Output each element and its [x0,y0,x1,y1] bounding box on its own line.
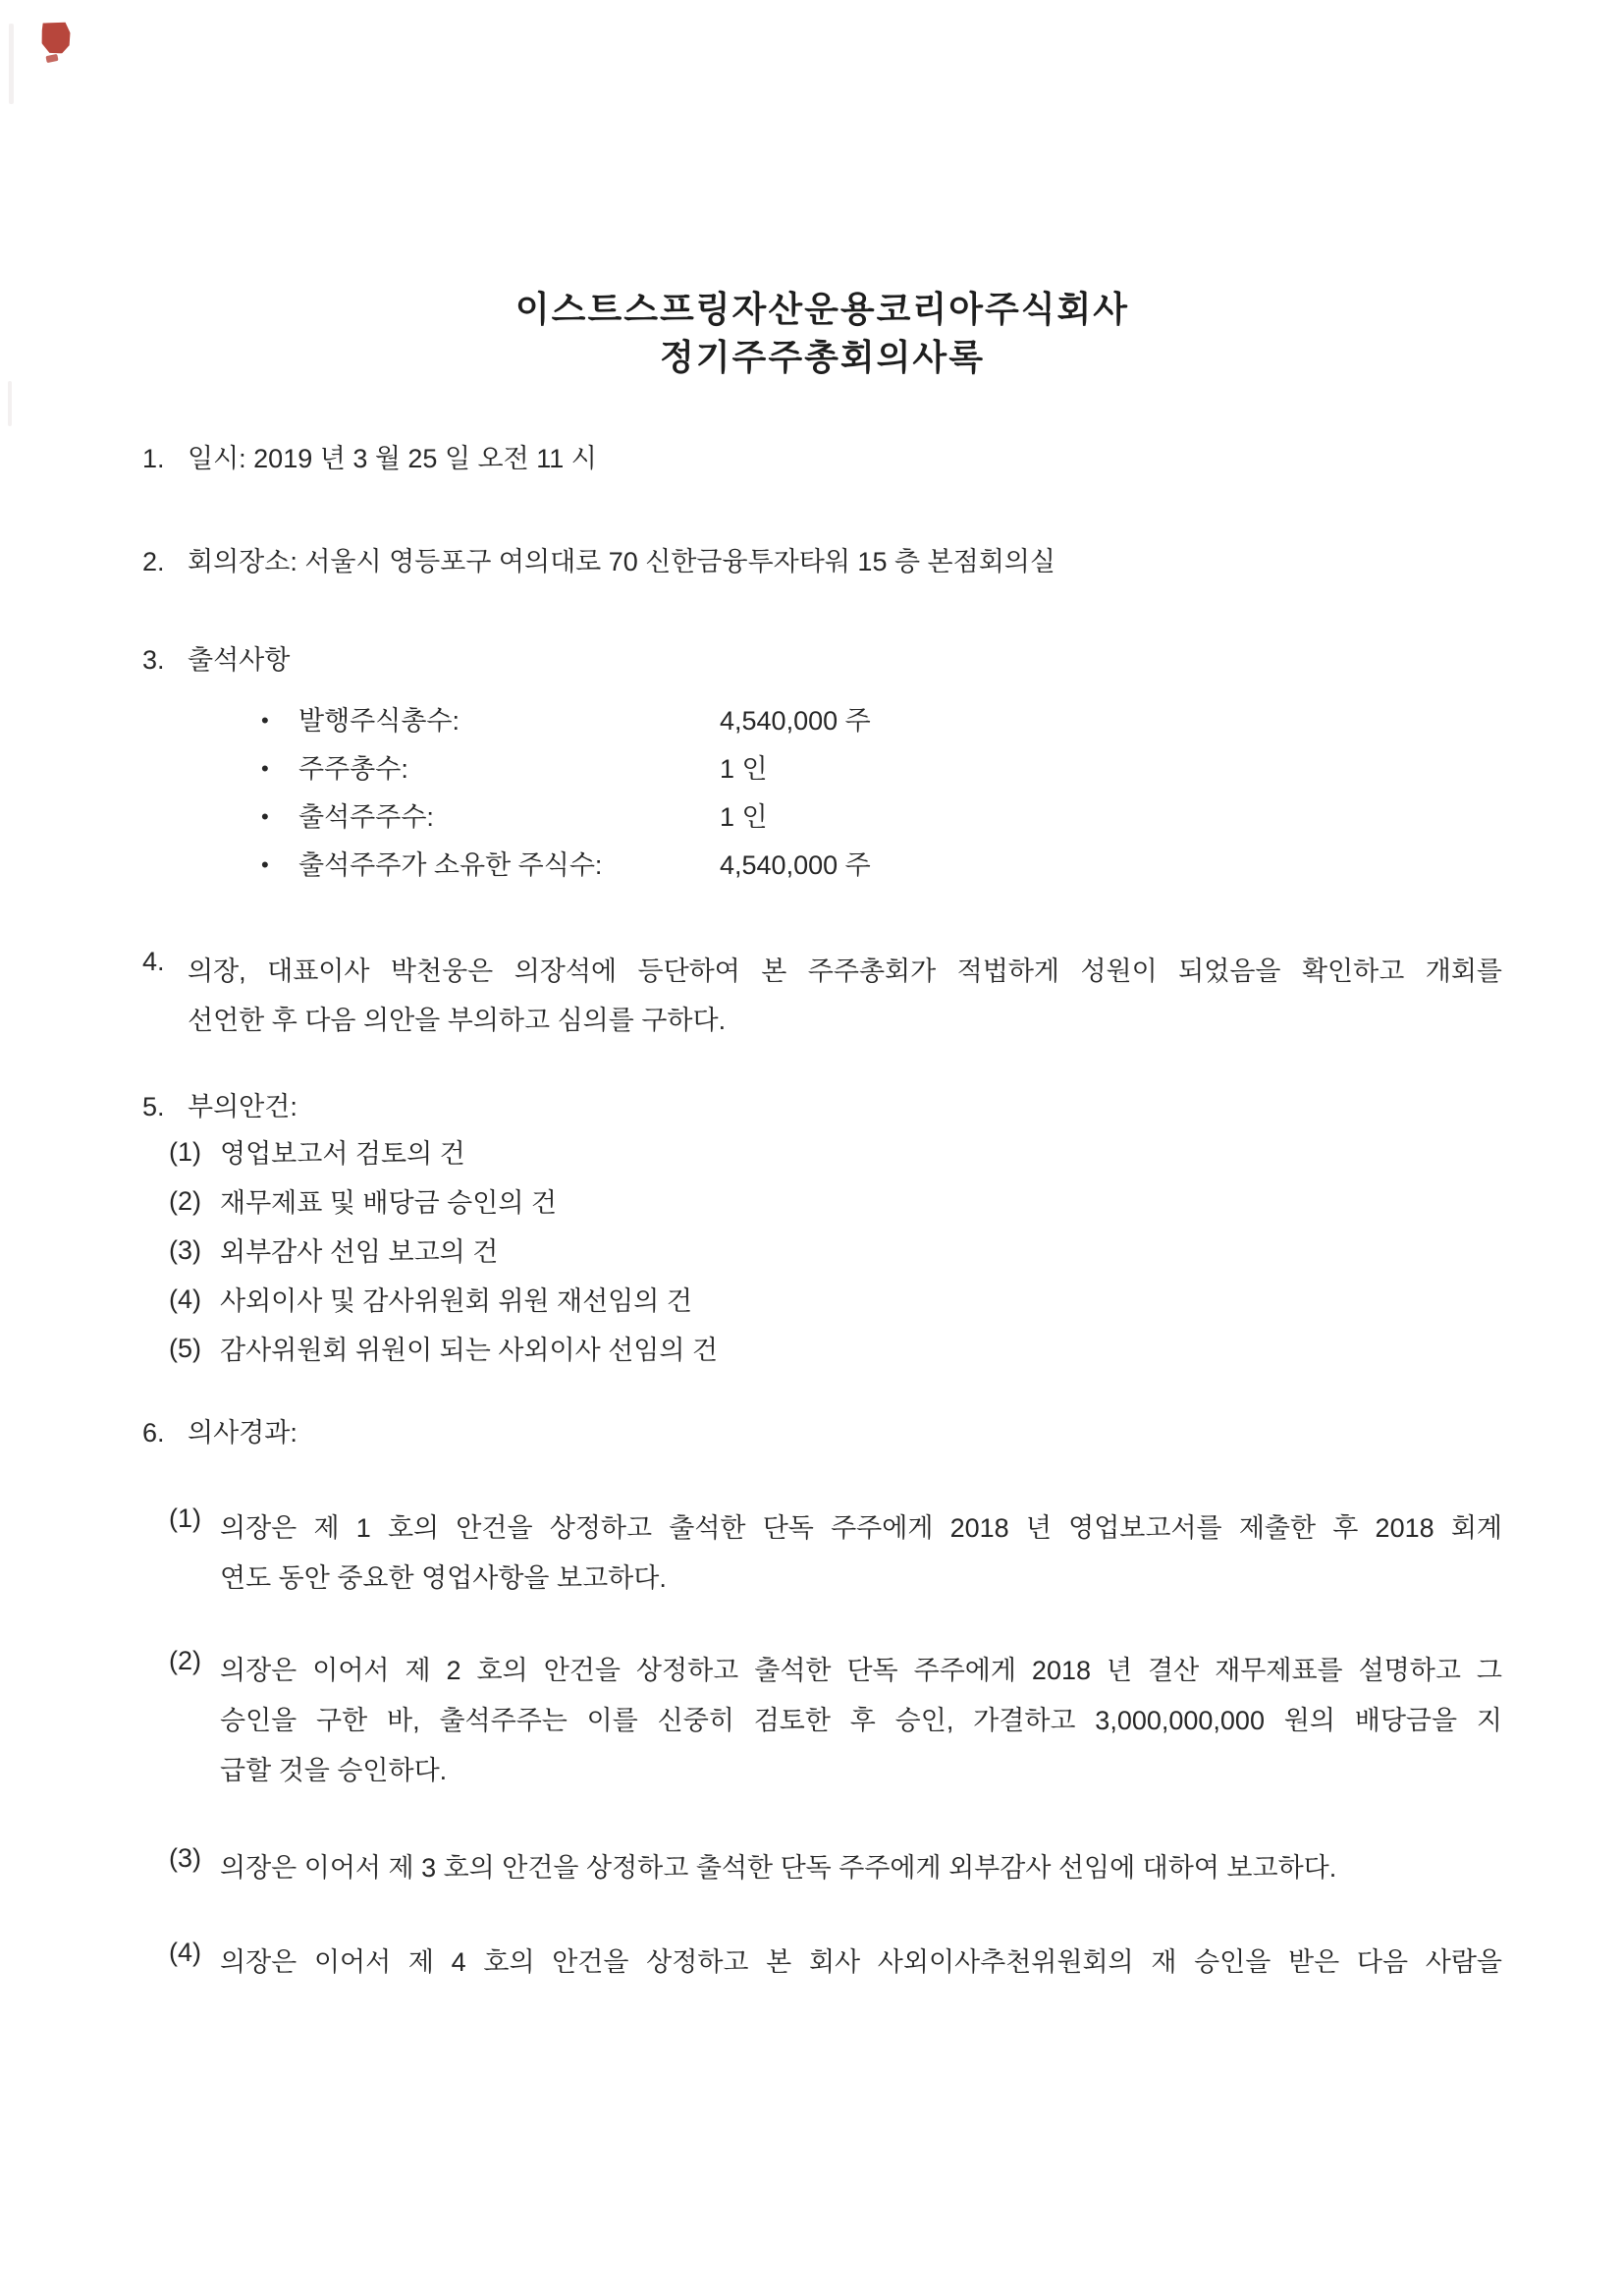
agenda-item-text: 감사위원회 위원이 되는 사외이사 선임의 건 [220,1336,718,1365]
paragraph-line: 급할 것을 승인하다. [220,1756,448,1785]
item-4-text [188,947,1502,1045]
proceedings-item-number: (3) [169,1843,201,1873]
proceedings-item-number: (2) [169,1646,201,1675]
paragraph-line: 의장, 대표이사 박천웅은 의장석에 등단하여 본 주주총회가 적법하게 성원이 되었음을 확인하고 개회를 [188,957,1502,986]
proceedings-item-text [220,1646,1502,1796]
item-4-number: 4. [142,947,165,976]
proceedings-item-1 [169,1503,1502,1604]
attendance-label: 출석주주가 소유한 주식수: [298,850,603,880]
proceedings-item-2 [169,1646,1502,1796]
agenda-item-text: 사외이사 및 감사위원회 위원 재선임의 건 [220,1286,692,1316]
bullet-icon: • [261,804,269,829]
item-5-number: 5. [142,1092,165,1121]
paragraph-line: 의장은 이어서 제 2 호의 안건을 상정하고 출석한 단독 주주에게 2018 년 결산 재무제표를 설명하고 그 [220,1656,1502,1685]
item-3-number: 3. [142,645,165,675]
attendance-row-total-shares [261,704,1502,738]
attendance-row-total-shareholders [261,752,1502,786]
agenda-item-number: (2) [169,1186,201,1216]
agenda-item-number: (3) [169,1235,201,1265]
attendance-row-present-shares [261,848,1502,882]
attendance-value: 4,540,000 주 [720,850,871,880]
paragraph-line: 선언한 후 다음 의안을 부의하고 심의를 구하다. [188,1006,727,1035]
proceedings-item-number: (4) [169,1938,201,1967]
paragraph-line: 의장은 이어서 제 3 호의 안건을 상정하고 출석한 단독 주주에게 외부감사 선임에 대하여 보고하다. [220,1853,1337,1883]
proceedings-item-4 [169,1938,1502,1988]
agenda-item-1 [169,1137,1502,1171]
attendance-row-present-shareholders [261,800,1502,834]
attendance-table [261,704,1502,882]
agenda-item-3 [169,1235,1502,1269]
document-content [0,285,1623,1988]
proceedings-item-3 [169,1843,1502,1893]
agenda-item-number: (4) [169,1285,201,1314]
agenda-item-text: 영업보고서 검토의 건 [220,1139,465,1169]
attendance-value: 1 인 [720,754,768,784]
item-6-label: 의사경과: [188,1418,298,1448]
item-1-text: 일시: 2019 년 3 월 25 일 오전 11 시 [188,444,597,473]
item-2-venue [142,545,1502,578]
item-2-text: 회의장소: 서울시 영등포구 여의대로 70 신한금융투자타워 15 층 본점회의실 [188,547,1055,576]
agenda-item-2 [169,1186,1502,1220]
attendance-value: 1 인 [720,802,768,832]
proceedings-item-text [220,1503,1502,1604]
paragraph-line: 연도 동안 중요한 영업사항을 보고하다. [220,1563,667,1593]
item-6-number: 6. [142,1418,165,1448]
item-3-attendance-heading [142,643,1502,677]
item-4-chairman-declaration [142,947,1502,1045]
document-title-line-1: 이스트스프링자산운용코리아주식회사 [514,289,1130,329]
proceedings-list [142,1503,1502,1988]
red-stamp-mark-fragment [45,54,58,63]
item-5-label: 부의안건: [188,1092,298,1121]
attendance-label: 주주총수: [298,754,408,784]
scan-smudge [8,381,12,426]
item-2-number: 2. [142,547,165,576]
agenda-item-number: (5) [169,1334,201,1363]
paragraph-line: 승인을 구한 바, 출석주주는 이를 신중히 검토한 후 승인, 가결하고 3,000,000,000 원의 배당금을 지 [220,1706,1502,1735]
agenda-item-number: (1) [169,1137,201,1167]
item-3-label: 출석사항 [188,645,291,675]
item-1-number: 1. [142,444,165,473]
bullet-icon: • [261,708,269,733]
proceedings-item-text [220,1938,1502,1988]
bullet-icon: • [261,756,269,781]
agenda-list [142,1137,1502,1367]
attendance-value: 4,540,000 주 [720,706,871,736]
bullet-icon: • [261,852,269,877]
agenda-item-text: 외부감사 선임 보고의 건 [220,1237,499,1267]
paragraph-line: 의장은 제 1 호의 안건을 상정하고 출석한 단독 주주에게 2018 년 영업보고서를 제출한 후 2018 회계 [220,1513,1502,1543]
attendance-label: 출석주주수: [298,802,434,832]
attendance-label: 발행주식총수: [298,706,460,736]
agenda-item-4 [169,1285,1502,1318]
item-5-agenda-heading [142,1090,1502,1123]
document-title [142,285,1502,381]
scan-smudge [9,24,14,104]
item-6-proceedings-heading [142,1416,1502,1449]
document-title-line-2: 정기주주총회의사록 [660,337,985,377]
proceedings-item-number: (1) [169,1503,201,1533]
item-1-datetime [142,442,1502,475]
agenda-item-text: 재무제표 및 배당금 승인의 건 [220,1188,557,1218]
red-stamp-mark [39,20,73,55]
paragraph-line: 의장은 이어서 제 4 호의 안건을 상정하고 본 회사 사외이사추천위원회의 재 승인을 받은 다음 사람을 [220,1947,1502,1977]
agenda-item-5 [169,1334,1502,1367]
proceedings-item-text [220,1843,1502,1893]
